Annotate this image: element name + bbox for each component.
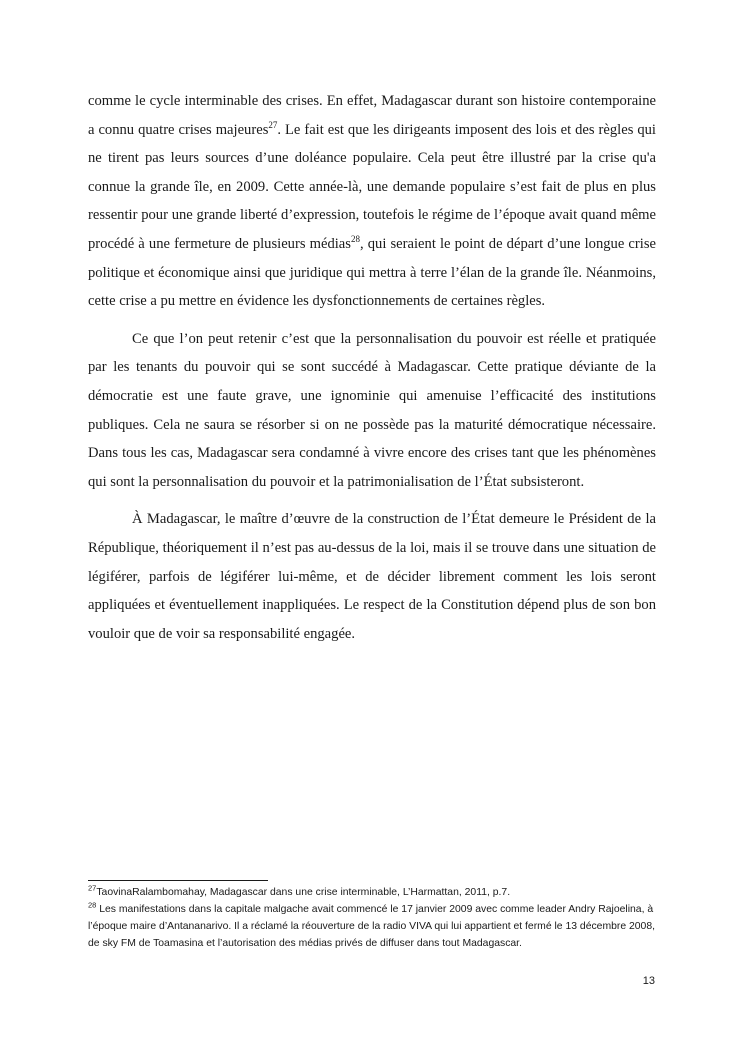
footnote-ref-28[interactable]: 28 (350, 234, 360, 245)
footnote-28 (88, 901, 658, 952)
footnote-ref-27[interactable]: 27 (268, 119, 278, 130)
footnote-text: TaovinaRalambomahay, Madagascar dans une crise interminable, L’Harmattan, 2011, p.7. (96, 887, 511, 898)
footnote-separator (88, 880, 268, 881)
footnote-number: 28 (88, 900, 97, 910)
paragraph-text: À Madagascar, le maître d’œuvre de la construction de l’État demeure le Président de la République, théoriquement il n’est pas au-dessus de la loi, mais il se trouve dans une situation de légiférer, parfois de légiférer lui-même, et de décider librement comment les lois seront appliquées et éventuellement inappliquées. Le respect de la Constitution dépend plus de son bon vouloir que de voir sa responsabilité engagée. (88, 511, 656, 642)
paragraph-3 (88, 505, 656, 648)
paragraph-2 (88, 325, 656, 497)
paragraph-text: , qui seraient le point de départ d’une longue crise politique et économique ainsi que juridique qui mettra à terre l’élan de la grande île. Néanmoins, cette crise a pu mettre en évidence les dysfonctionnements de certaines règles. (88, 235, 656, 310)
footnote-27 (88, 884, 658, 901)
paragraph-text: . Le fait est que les dirigeants imposent des lois et des règles qui ne tirent pas leurs sources d’une doléance populaire. Cela peut être illustré par la crise qu'a connue la grande île, en 2009. Cette année-là, une demande populaire s’est fait de plus en plus ressentir pour une grande liberté d’expression, toutefois le régime de l’époque avait quand même procédé à une fermeture de plusieurs médias (88, 121, 656, 252)
paragraph-text: comme le cycle interminable des crises. En effet, Madagascar durant son histoire contemporaine a connu quatre crises majeures (88, 93, 656, 138)
paragraph-text: Ce que l’on peut retenir c’est que la personnalisation du pouvoir est réelle et pratiquée par les tenants du pouvoir qui se sont succédé à Madagascar. Cette pratique déviante de la démocratie est une faute grave, une ignominie qui amenuise l’efficacité des institutions publiques. Cela ne saura se résorber si on ne possède pas la maturité démocratique nécessaire. Dans tous les cas, Madagascar sera condamné à vivre encore des crises tant que les phénomènes qui sont la personnalisation du pouvoir et la patrimonialisation de l’État subsisteront. (88, 330, 656, 490)
paragraph-1 (88, 87, 656, 316)
footnotes (88, 884, 658, 952)
footnote-number: 27 (88, 883, 97, 893)
body-text (88, 87, 656, 657)
page-number: 13 (642, 975, 655, 987)
footnote-text: Les manifestations dans la capitale malgache avait commencé le 17 janvier 2009 avec comme leader Andry Rajoelina, à l’époque maire d’Antananarivo. Il a réclamé la réouverture de la radio VIVA qui lui appartient et fermé le 13 décembre 2008, de sky FM de Toamasina et l’autorisation des médias privés de diffuser dans tout Madagascar. (88, 904, 656, 949)
